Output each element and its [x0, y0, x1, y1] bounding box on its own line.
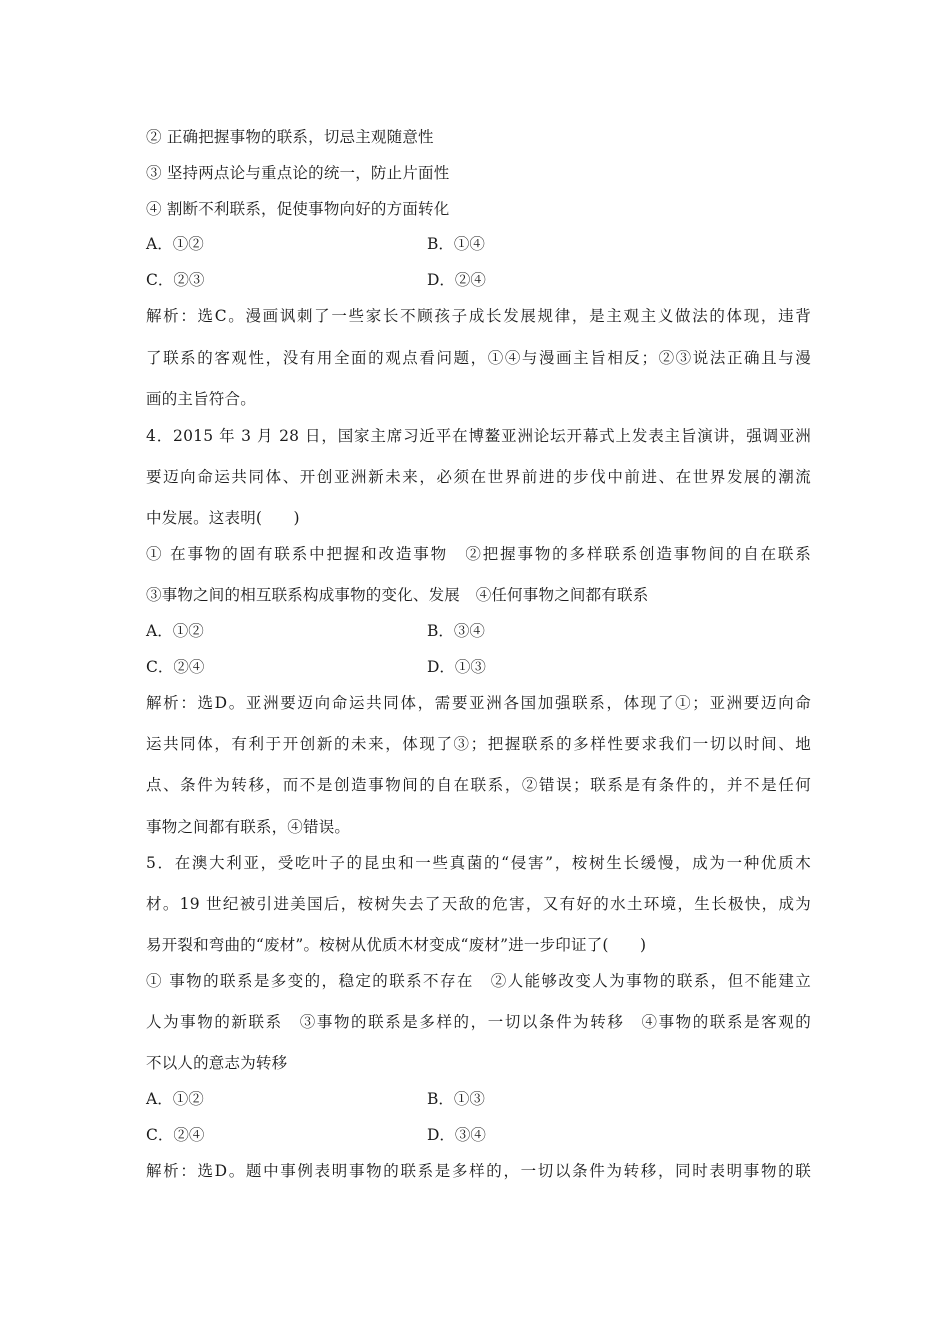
q5-statement-line: 不以人的意志为转移: [146, 1054, 288, 1072]
q4-analysis-line: 解析：选D。亚洲要迈向命运共同体，需要亚洲各国加强联系，体现了①；亚洲要迈向命: [146, 694, 811, 712]
q4-option-a: A．①②: [146, 622, 204, 640]
q5-analysis-line: 解析：选D。题中事例表明事物的联系是多样的，一切以条件为转移，同时表明事物的联: [146, 1162, 811, 1180]
q4-statement-line: ① 在事物的固有联系中把握和改造事物 ②把握事物的多样联系创造事物间的自在联系: [146, 545, 811, 563]
q4-analysis-line: 事物之间都有联系，④错误。: [146, 818, 351, 836]
q5-option-b: B．①③: [427, 1090, 485, 1108]
q3-analysis-line: 画的主旨符合。: [146, 390, 256, 408]
q3-statement-2: ② 正确把握事物的联系，切忌主观随意性: [146, 128, 434, 146]
q3-analysis-line: 解析：选C。漫画讽刺了一些家长不顾孩子成长发展规律，是主观主义做法的体现，违背: [146, 307, 811, 325]
q4-option-b: B．③④: [427, 622, 485, 640]
q4-option-d: D．①③: [427, 658, 486, 676]
q4-option-c: C．②④: [146, 658, 205, 676]
q5-question-line: 易开裂和弯曲的“废材”。桉树从优质木材变成“废材”进一步印证了( ): [146, 936, 647, 954]
q4-analysis-line: 点、条件为转移，而不是创造事物间的自在联系，②错误；联系是有条件的，并不是任何: [146, 776, 811, 794]
q3-statement-4: ④ 割断不利联系，促使事物向好的方面转化: [146, 200, 450, 218]
q3-option-a: A．①②: [146, 235, 204, 253]
q3-option-b: B．①④: [427, 235, 485, 253]
q5-statement-line: 人为事物的新联系 ③事物的联系是多样的，一切以条件为转移 ④事物的联系是客观的: [146, 1013, 811, 1031]
q3-option-d: D．②④: [427, 271, 486, 289]
q3-statement-3: ③ 坚持两点论与重点论的统一，防止片面性: [146, 164, 450, 182]
q4-statement-line: ③事物之间的相互联系构成事物的变化、发展 ④任何事物之间都有联系: [146, 586, 649, 604]
q3-analysis-line: 了联系的客观性，没有用全面的观点看问题，①④与漫画主旨相反；②③说法正确且与漫: [146, 349, 811, 367]
q5-question-line: 材。19 世纪被引进美国后，桉树失去了天敌的危害，又有好的水土环境，生长极快，成为: [146, 895, 811, 913]
q5-option-c: C．②④: [146, 1126, 205, 1144]
q5-statement-line: ① 事物的联系是多变的，稳定的联系不存在 ②人能够改变人为事物的联系，但不能建立: [146, 972, 811, 990]
q5-option-a: A．①②: [146, 1090, 204, 1108]
q4-question-line: 要迈向命运共同体、开创亚洲新未来，必须在世界前进的步伐中前进、在世界发展的潮流: [146, 468, 811, 486]
q5-question-line: 5．在澳大利亚，受吃叶子的昆虫和一些真菌的“侵害”，桉树生长缓慢，成为一种优质木: [146, 854, 811, 872]
q4-analysis-line: 运共同体，有利于开创新的未来，体现了③；把握联系的多样性要求我们一切以时间、地: [146, 735, 811, 753]
q5-option-d: D．③④: [427, 1126, 486, 1144]
q3-option-c: C．②③: [146, 271, 205, 289]
q4-question-line: 中发展。这表明( ): [146, 509, 300, 527]
q4-question-line: 4．2015 年 3 月 28 日，国家主席习近平在博鳌亚洲论坛开幕式上发表主旨演讲，强调亚洲: [146, 427, 811, 445]
